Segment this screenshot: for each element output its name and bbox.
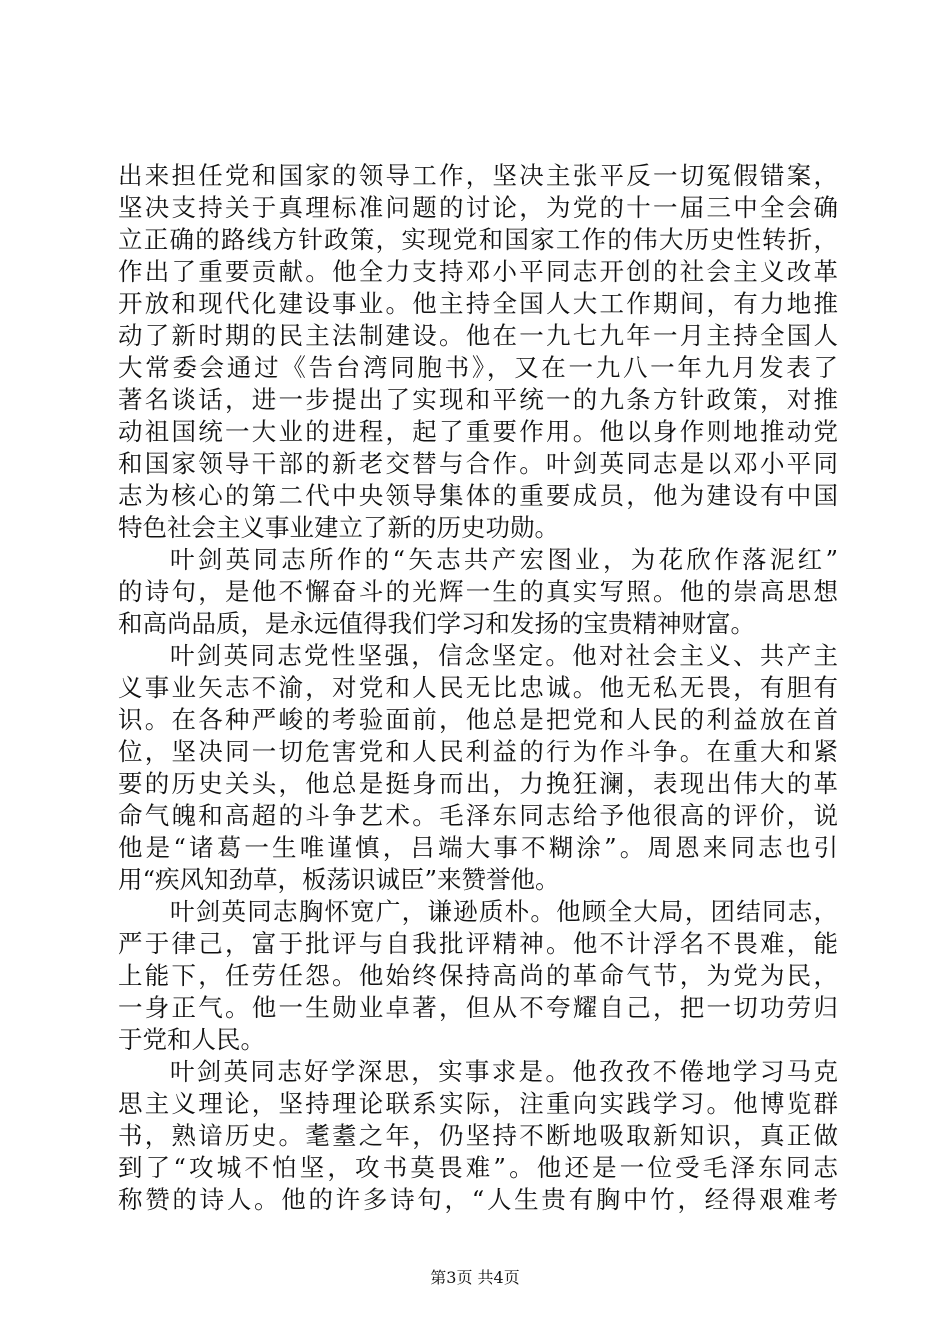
text-line: 要的历史关头，他总是挺身而出，力挽狂澜，表现出伟大的革 xyxy=(118,769,838,798)
text-line: 志为核心的第二代中央领导集体的重要成员，他为建设有中国 xyxy=(118,481,838,510)
text-line: 识。在各种严峻的考验面前，他总是把党和人民的利益放在首 xyxy=(118,705,838,734)
text-line: 和高尚品质，是永远值得我们学习和发扬的宝贵精神财富。 xyxy=(118,609,755,638)
body-text xyxy=(118,160,838,1216)
text-line: 严于律己，富于批评与自我批评精神。他不计浮名不畏难，能 xyxy=(118,929,838,958)
text-line: 立正确的路线方针政策，实现党和国家工作的伟大历史性转折， xyxy=(118,225,838,254)
text-line: 他是“诸葛一生唯谨慎，吕端大事不糊涂”。周恩来同志也引 xyxy=(118,833,838,862)
text-line: 动了新时期的民主法制建设。他在一九七九年一月主持全国人 xyxy=(118,321,838,350)
paragraph-first-line: 叶剑英同志好学深思，实事求是。他孜孜不倦地学习马克 xyxy=(170,1057,838,1086)
text-line: 于党和人民。 xyxy=(118,1025,265,1054)
text-line: 开放和现代化建设事业。他主持全国人大工作期间，有力地推 xyxy=(118,289,838,318)
paragraph-first-line: 叶剑英同志胸怀宽广，谦逊质朴。他顾全大局，团结同志， xyxy=(170,897,838,926)
page-number-footer: 第3页 共4页 xyxy=(430,1268,520,1287)
text-line: 出来担任党和国家的领导工作，坚决主张平反一切冤假错案， xyxy=(118,161,838,190)
text-line: 和国家领导干部的新老交替与合作。叶剑英同志是以邓小平同 xyxy=(118,449,838,478)
text-line: 称赞的诗人。他的许多诗句，“人生贵有胸中竹，经得艰难考 xyxy=(118,1185,838,1214)
text-line: 大常委会通过《告台湾同胞书》，又在一九八一年九月发表了 xyxy=(118,353,838,382)
text-line: 用“疾风知劲草，板荡识诚臣”来赞誉他。 xyxy=(118,865,560,894)
text-line: 上能下，任劳任怨。他始终保持高尚的革命气节，为党为民， xyxy=(118,961,838,990)
text-line: 思主义理论，坚持理论联系实际，注重向实践学习。他博览群 xyxy=(118,1089,838,1118)
paragraph-first-line: 叶剑英同志所作的“矢志共产宏图业，为花欣作落泥红” xyxy=(170,545,838,574)
text-line: 特色社会主义事业建立了新的历史功勋。 xyxy=(118,513,559,542)
text-line: 到了“攻城不怕坚，攻书莫畏难”。他还是一位受毛泽东同志 xyxy=(118,1153,838,1182)
text-line: 一身正气。他一生勋业卓著，但从不夸耀自己，把一切功劳归 xyxy=(118,993,838,1022)
text-line: 作出了重要贡献。他全力支持邓小平同志开创的社会主义改革 xyxy=(118,257,838,286)
text-line: 位，坚决同一切危害党和人民利益的行为作斗争。在重大和紧 xyxy=(118,737,838,766)
text-line: 命气魄和高超的斗争艺术。毛泽东同志给予他很高的评价，说 xyxy=(118,801,838,830)
text-line: 著名谈话，进一步提出了实现和平统一的九条方针政策，对推 xyxy=(118,385,838,414)
text-line: 动祖国统一大业的进程，起了重要作用。他以身作则地推动党 xyxy=(118,417,838,446)
text-line: 的诗句，是他不懈奋斗的光辉一生的真实写照。他的崇高思想 xyxy=(118,577,838,606)
text-line: 坚决支持关于真理标准问题的讨论，为党的十一届三中全会确 xyxy=(118,193,838,222)
text-line: 义事业矢志不渝，对党和人民无比忠诚。他无私无畏，有胆有 xyxy=(118,673,838,702)
text-line: 书，熟谙历史。耄耋之年，仍坚持不断地吸取新知识，真正做 xyxy=(118,1121,838,1150)
paragraph-first-line: 叶剑英同志党性坚强，信念坚定。他对社会主义、共产主 xyxy=(170,641,838,670)
